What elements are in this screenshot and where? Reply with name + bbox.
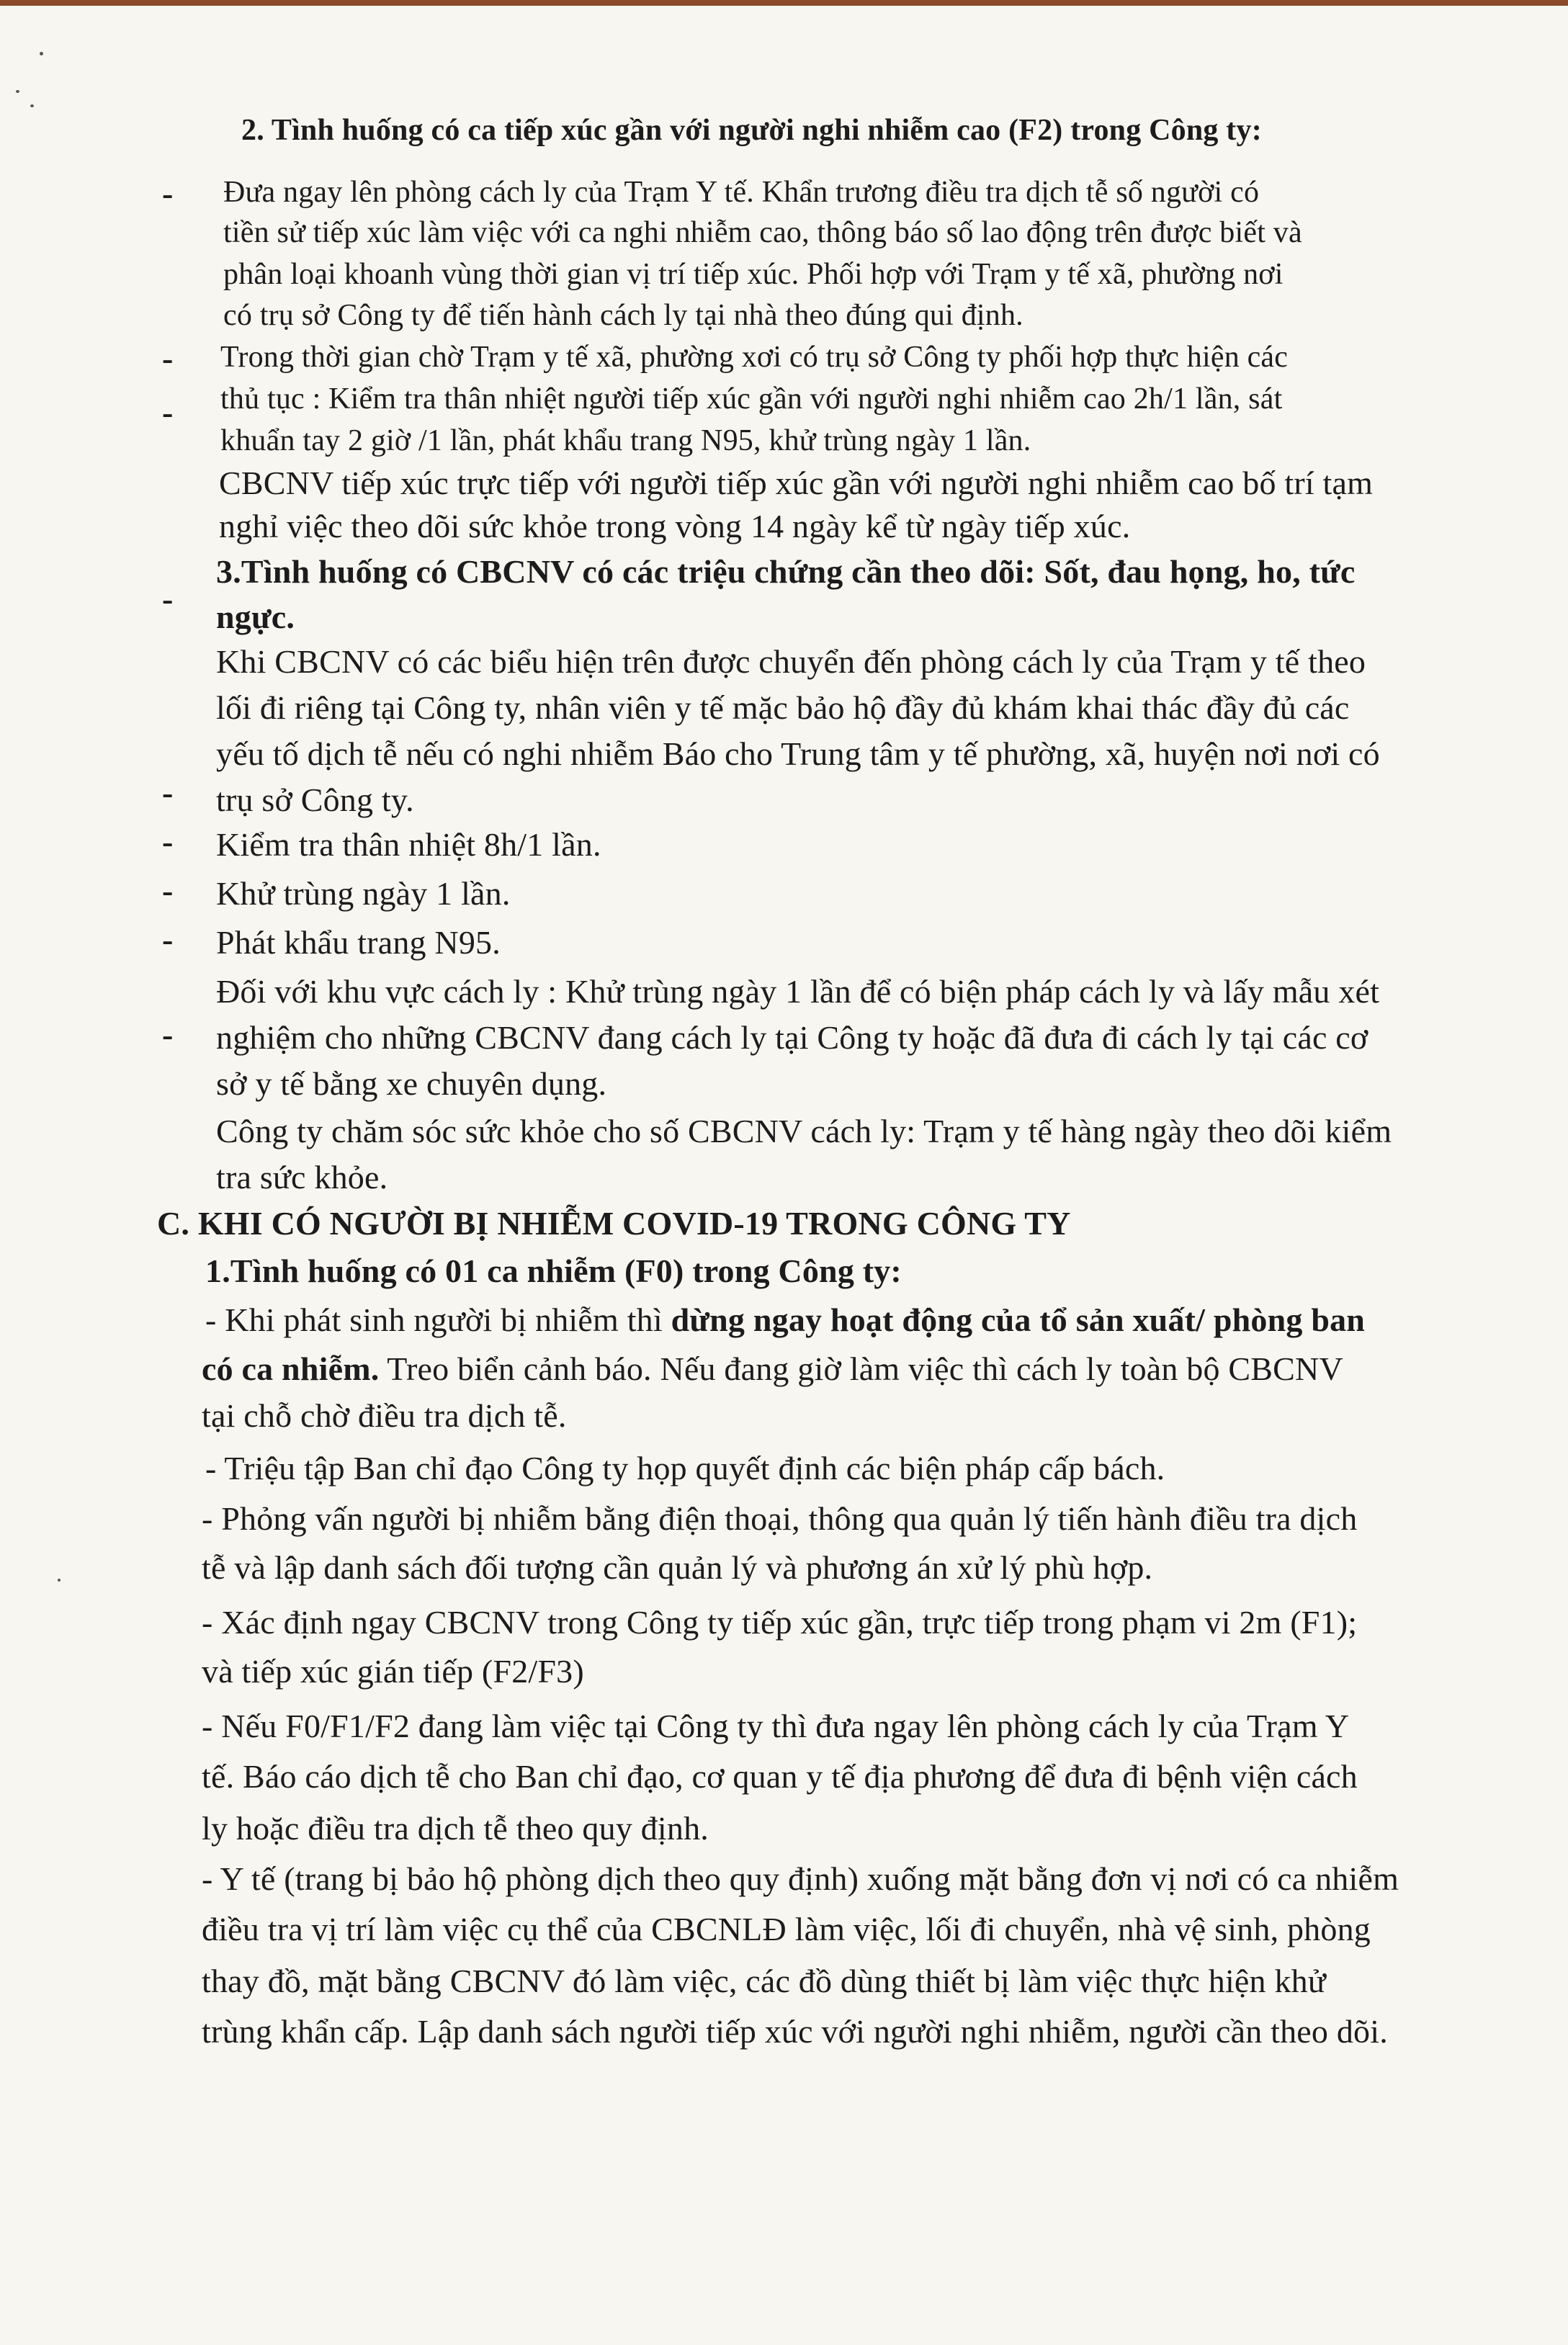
scan-speck <box>58 1579 61 1582</box>
bullet-mark: - <box>162 175 174 212</box>
c1-para-1-rest: Treo biển cảnh báo. Nếu đang giờ làm việc thì cách ly toàn bộ CBCNV <box>379 1350 1343 1387</box>
b3-bullet-5-line-1: Đối với khu vực cách ly : Khử trùng ngày 1 lần để có biện pháp cách ly và lấy mẫu xét <box>216 973 1380 1010</box>
bullet-mark: - <box>162 774 174 811</box>
scan-speck <box>30 104 34 107</box>
scan-speck <box>16 90 19 93</box>
b2-bullet-2-line-3: khuẩn tay 2 giờ /1 lần, phát khẩu trang N95, khử trùng ngày 1 lần. <box>220 424 1031 457</box>
c1-para-6-line-1: - Y tế (trang bị bảo hộ phòng dịch theo quy định) xuống mặt bằng đơn vị nơi có ca nhiễm <box>202 1860 1399 1897</box>
c1-para-1-bold: dừng ngay hoạt động của tổ sản xuất/ phòng ban <box>671 1301 1366 1338</box>
b2-bullet-1-line-1: Đưa ngay lên phòng cách ly của Trạm Y tế. Khẩn trương điều tra dịch tễ số người có <box>223 176 1260 209</box>
b3-bullet-1-line-4: trụ sở Công ty. <box>216 781 414 818</box>
b3-bullet-5-line-2: nghiệm cho những CBCNV đang cách ly tại Công ty hoặc đã đưa đi cách ly tại các cơ <box>216 1019 1368 1056</box>
b3-bullet-1-line-1: Khi CBCNV có các biểu hiện trên được chuyển đến phòng cách ly của Trạm y tế theo <box>216 643 1366 680</box>
bullet-mark: - <box>162 340 174 377</box>
c1-para-4-line-1: - Xác định ngay CBCNV trong Công ty tiếp xúc gần, trực tiếp trong phạm vi 2m (F1); <box>202 1604 1358 1641</box>
section-b3-heading-line-1: 3.Tình huống có CBCNV có các triệu chứng cần theo dõi: Sốt, đau họng, ho, tức <box>216 553 1356 590</box>
c1-para-2: - Triệu tập Ban chỉ đạo Công ty họp quyết định các biện pháp cấp bách. <box>205 1450 1165 1487</box>
scan-speck <box>40 52 43 55</box>
c1-para-6-line-3: thay đồ, mặt bằng CBCNV đó làm việc, các đồ dùng thiết bị làm việc thực hiện khử <box>202 1963 1326 1999</box>
bullet-mark: - <box>162 580 174 617</box>
b2-bullet-1-line-4: có trụ sở Công ty để tiến hành cách ly tại nhà theo đúng qui định. <box>223 299 1023 332</box>
b3-bullet-6-line-1: Công ty chăm sóc sức khỏe cho số CBCNV cách ly: Trạm y tế hàng ngày theo dõi kiểm <box>216 1113 1392 1149</box>
c1-para-1-bold-2: có ca nhiễm. <box>202 1350 380 1387</box>
c1-para-1-prefix: - Khi phát sinh người bị nhiễm thì <box>205 1301 671 1338</box>
c1-para-6-line-4: trùng khẩn cấp. Lập danh sách người tiếp xúc với người nghi nhiễm, người cần theo dõi. <box>202 2013 1388 2050</box>
c1-para-5-line-1: - Nếu F0/F1/F2 đang làm việc tại Công ty thì đưa ngay lên phòng cách ly của Trạm Y <box>202 1708 1350 1744</box>
bullet-mark: - <box>162 823 174 860</box>
c1-para-1-line-1 <box>205 1298 1365 1342</box>
section-b2-heading: 2. Tình huống có ca tiếp xúc gần với người nghi nhiễm cao (F2) trong Công ty: <box>241 114 1262 147</box>
section-c-heading: C. KHI CÓ NGƯỜI BỊ NHIỄM COVID-19 TRONG CÔNG TY <box>157 1205 1071 1242</box>
c1-para-5-line-3: ly hoặc điều tra dịch tễ theo quy định. <box>202 1810 709 1847</box>
b2-bullet-3-line-2: nghỉ việc theo dõi sức khỏe trong vòng 14 ngày kể từ ngày tiếp xúc. <box>219 508 1131 544</box>
bullet-mark: - <box>162 872 174 909</box>
bullet-mark: - <box>162 394 174 431</box>
b3-bullet-2: Kiểm tra thân nhiệt 8h/1 lần. <box>216 826 601 863</box>
b2-bullet-2-line-2: thủ tục : Kiểm tra thân nhiệt người tiếp xúc gần với người nghi nhiễm cao 2h/1 lần, sát <box>220 382 1283 416</box>
b3-bullet-6-line-2: tra sức khỏe. <box>216 1159 388 1196</box>
b2-bullet-2-line-1: Trong thời gian chờ Trạm y tế xã, phường xơi có trụ sở Công ty phối hợp thực hiện các <box>220 341 1289 374</box>
c1-para-1-line-2 <box>202 1347 1343 1391</box>
b3-bullet-1-line-2: lối đi riêng tại Công ty, nhân viên y tế mặc bảo hộ đầy đủ khám khai thác đầy đủ các <box>216 689 1350 726</box>
b3-bullet-4: Phát khẩu trang N95. <box>216 924 501 961</box>
c1-para-5-line-2: tế. Báo cáo dịch tễ cho Ban chỉ đạo, cơ quan y tế địa phương để đưa đi bệnh viện cách <box>202 1758 1358 1795</box>
section-b3-heading-line-2: ngực. <box>216 598 295 635</box>
b3-bullet-3: Khử trùng ngày 1 lần. <box>216 875 511 912</box>
b2-bullet-3-line-1: CBCNV tiếp xúc trực tiếp với người tiếp xúc gần với người nghi nhiễm cao bố trí tạm <box>219 465 1374 501</box>
bullet-mark: - <box>162 1016 174 1053</box>
c1-para-1-line-3: tại chỗ chờ điều tra dịch tễ. <box>202 1397 567 1434</box>
b3-bullet-1-line-3: yếu tố dịch tễ nếu có nghi nhiễm Báo cho Trung tâm y tế phường, xã, huyện nơi nơi có <box>216 735 1380 772</box>
b3-bullet-5-line-3: sở y tế bằng xe chuyên dụng. <box>216 1065 607 1102</box>
c1-para-3-line-2: tễ và lập danh sách đối tượng cần quản lý và phương án xử lý phù hợp. <box>202 1549 1153 1586</box>
c1-para-6-line-2: điều tra vị trí làm việc cụ thể của CBCNLĐ làm việc, lối đi chuyển, nhà vệ sinh, phòng <box>202 1911 1371 1947</box>
c1-para-4-line-2: và tiếp xúc gián tiếp (F2/F3) <box>202 1653 584 1690</box>
section-c1-heading: 1.Tình huống có 01 ca nhiễm (F0) trong Công ty: <box>205 1252 902 1289</box>
page-top-edge <box>0 0 1568 6</box>
b2-bullet-1-line-3: phân loại khoanh vùng thời gian vị trí tiếp xúc. Phối hợp với Trạm y tế xã, phường nơi <box>223 258 1283 291</box>
b2-bullet-1-line-2: tiền sử tiếp xúc làm việc với ca nghi nhiễm cao, thông báo số lao động trên được biết và <box>223 216 1302 249</box>
bullet-mark: - <box>162 921 174 958</box>
c1-para-3-line-1: - Phỏng vấn người bị nhiễm bằng điện thoại, thông qua quản lý tiến hành điều tra dịch <box>202 1500 1358 1537</box>
